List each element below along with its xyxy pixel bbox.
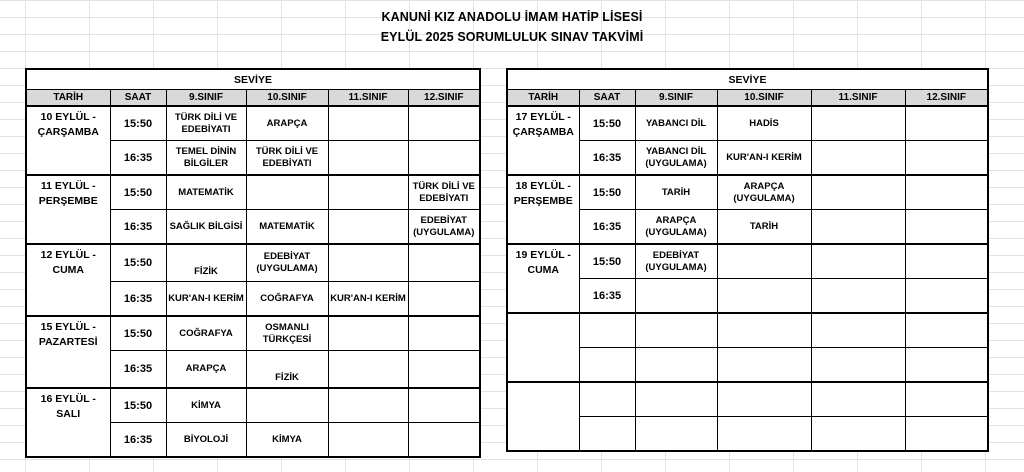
exam-cell-grade-10: [246, 351, 328, 389]
exam-cell-grade-11: [811, 210, 905, 245]
date-line: SALI: [56, 408, 81, 420]
exam-cell-grade-12: [408, 351, 480, 389]
exam-cell-grade-12: [905, 279, 988, 314]
exam-subject: TÜRK DİLİ VE: [174, 111, 238, 123]
time-cell: 15:50: [579, 175, 635, 210]
exam-subject: EDEBİYATI: [419, 192, 469, 204]
empty-cell: [635, 348, 717, 383]
exam-cell-grade-11: [328, 423, 408, 458]
exam-cell-grade-9: [166, 141, 246, 176]
column-header-tari-h: TARİH: [507, 90, 579, 107]
empty-cell: [507, 382, 579, 451]
exam-subject: SAĞLIK BİLGİSİ: [169, 220, 243, 232]
exam-subject: MATEMATİK: [178, 186, 234, 198]
exam-cell-grade-9: [166, 316, 246, 351]
exam-subject: COĞRAFYA: [179, 327, 233, 339]
exam-cell-grade-10: [246, 210, 328, 245]
empty-cell: [579, 382, 635, 417]
time-cell: 16:35: [110, 282, 166, 317]
exam-cell-grade-9: [166, 388, 246, 423]
empty-cell: [635, 313, 717, 348]
time-cell: 15:50: [110, 388, 166, 423]
exam-cell-grade-12: [408, 106, 480, 141]
exam-subject: EDEBİYAT: [420, 214, 467, 226]
empty-cell: [717, 313, 811, 348]
exam-cell-grade-9: [166, 244, 246, 282]
date-line: PERŞEMBE: [38, 195, 98, 207]
column-header-11-sinif: 11.SINIF: [811, 90, 905, 107]
exam-cell-grade-12: [408, 388, 480, 423]
exam-subject: FİZİK: [275, 372, 299, 383]
exam-subject: KUR'AN-I KERİM: [726, 151, 802, 163]
exam-cell-grade-11: [328, 244, 408, 282]
schedule-title: EYLÜL 2025 SORUMLULUK SINAV TAKVİMİ: [380, 30, 644, 44]
exam-cell-grade-10: [717, 210, 811, 245]
date-line: 16 EYLÜL -: [40, 393, 96, 405]
exam-cell-grade-12: [408, 316, 480, 351]
date-cell: [26, 388, 110, 457]
exam-cell-grade-9: [635, 175, 717, 210]
exam-cell-grade-11: [328, 316, 408, 351]
exam-cell-grade-12: [408, 141, 480, 176]
exam-cell-grade-11: [328, 141, 408, 176]
exam-cell-grade-11: [811, 279, 905, 314]
exam-cell-grade-9: [635, 279, 717, 314]
date-line: CUMA: [52, 264, 84, 276]
exam-cell-grade-10: [717, 141, 811, 176]
exam-subject: YABANCI DİL: [645, 117, 707, 129]
exam-subject: (UYGULAMA): [413, 226, 475, 238]
exam-cell-grade-9: [635, 106, 717, 141]
time-cell: 15:50: [579, 244, 635, 279]
time-cell: 16:35: [110, 210, 166, 245]
empty-cell: [717, 382, 811, 417]
exam-cell-grade-12: [408, 210, 480, 245]
exam-subject: ARAPÇA: [266, 117, 308, 129]
column-header-saat: SAAT: [110, 90, 166, 107]
exam-subject: KUR'AN-I KERİM: [330, 292, 406, 304]
column-header-11-sinif: 11.SINIF: [328, 90, 408, 107]
time-cell: 16:35: [110, 141, 166, 176]
date-line: 19 EYLÜL -: [515, 249, 571, 261]
exam-subject: HADİS: [749, 117, 779, 129]
date-line: PAZARTESİ: [38, 336, 98, 348]
date-cell: [26, 175, 110, 244]
exam-cell-grade-10: [246, 423, 328, 458]
time-cell: 16:35: [110, 423, 166, 458]
exam-cell-grade-11: [328, 282, 408, 317]
time-cell: 15:50: [110, 175, 166, 210]
exam-cell-grade-11: [328, 351, 408, 389]
time-cell: 15:50: [110, 244, 166, 282]
empty-cell: [579, 313, 635, 348]
date-line: 12 EYLÜL -: [40, 249, 96, 261]
exam-subject: TARİH: [749, 220, 779, 232]
column-header-tari-h: TARİH: [26, 90, 110, 107]
exam-subject: ARAPÇA: [743, 180, 785, 192]
empty-cell: [905, 313, 988, 348]
empty-cell: [579, 348, 635, 383]
exam-cell-grade-9: [635, 141, 717, 176]
exam-cell-grade-12: [905, 175, 988, 210]
exam-cell-grade-9: [166, 423, 246, 458]
time-cell: 16:35: [110, 351, 166, 389]
exam-cell-grade-12: [408, 282, 480, 317]
date-cell: [26, 316, 110, 388]
exam-subject: FİZİK: [194, 266, 218, 277]
exam-cell-grade-12: [905, 141, 988, 176]
exam-subject: BİLGİLER: [183, 157, 229, 169]
exam-cell-grade-9: [166, 106, 246, 141]
exam-cell-grade-10: [717, 175, 811, 210]
empty-cell: [717, 348, 811, 383]
exam-subject: TÜRK DİLİ VE: [412, 180, 475, 192]
empty-cell: [811, 382, 905, 417]
column-header-10-sinif: 10.SINIF: [246, 90, 328, 107]
date-line: 17 EYLÜL -: [515, 111, 571, 123]
date-line: 15 EYLÜL -: [40, 321, 96, 333]
exam-cell-grade-11: [328, 388, 408, 423]
empty-cell: [579, 417, 635, 452]
exam-subject: TÜRKÇESİ: [262, 333, 312, 345]
empty-cell: [905, 382, 988, 417]
exam-subject: TÜRK DİLİ VE: [255, 145, 319, 157]
date-cell: [26, 106, 110, 175]
empty-cell: [905, 417, 988, 452]
exam-cell-grade-10: [246, 141, 328, 176]
exam-cell-grade-10: [717, 244, 811, 279]
empty-cell: [811, 417, 905, 452]
column-header-9-sinif: 9.SINIF: [635, 90, 717, 107]
exam-subject: (UYGULAMA): [256, 263, 318, 274]
column-header-9-sinif: 9.SINIF: [166, 90, 246, 107]
exam-subject: ARAPÇA: [655, 214, 697, 226]
exam-cell-grade-12: [408, 175, 480, 210]
exam-cell-grade-11: [811, 175, 905, 210]
time-cell: 16:35: [579, 210, 635, 245]
exam-cell-grade-11: [328, 175, 408, 210]
exam-cell-grade-9: [166, 175, 246, 210]
exam-subject: ARAPÇA: [185, 363, 227, 374]
exam-subject: EDEBİYATI: [181, 123, 231, 135]
exam-cell-grade-10: [246, 316, 328, 351]
school-title: KANUNİ KIZ ANADOLU İMAM HATİP LİSESİ: [381, 10, 643, 24]
date-line: 10 EYLÜL -: [40, 111, 96, 123]
exam-cell-grade-11: [811, 244, 905, 279]
time-cell: 16:35: [579, 279, 635, 314]
exam-cell-grade-11: [811, 141, 905, 176]
date-line: 18 EYLÜL -: [515, 180, 571, 192]
date-cell: [507, 244, 579, 313]
exam-subject: BİYOLOJİ: [183, 433, 229, 445]
exam-subject: EDEBİYAT: [652, 249, 700, 261]
exam-cell-grade-12: [905, 106, 988, 141]
exam-subject: EDEBİYATI: [262, 157, 312, 169]
column-header-10-sinif: 10.SINIF: [717, 90, 811, 107]
exam-subject: (UYGULAMA): [733, 192, 795, 204]
date-line: CUMA: [527, 264, 559, 276]
exam-subject: (UYGULAMA): [645, 226, 707, 238]
right-schedule-table: [506, 68, 989, 452]
empty-cell: [635, 417, 717, 452]
exam-cell-grade-10: [246, 388, 328, 423]
seviye-header: SEVİYE: [26, 69, 480, 90]
exam-cell-grade-11: [328, 210, 408, 245]
column-header-saat: SAAT: [579, 90, 635, 107]
exam-cell-grade-10: [717, 106, 811, 141]
seviye-header: SEVİYE: [507, 69, 988, 90]
exam-cell-grade-10: [246, 106, 328, 141]
left-schedule-table: [25, 68, 481, 458]
time-cell: 15:50: [110, 316, 166, 351]
empty-cell: [717, 417, 811, 452]
exam-cell-grade-9: [166, 210, 246, 245]
exam-subject: YABANCI DİL: [645, 145, 707, 157]
date-cell: [507, 106, 579, 175]
exam-cell-grade-10: [717, 279, 811, 314]
exam-cell-grade-10: [246, 244, 328, 282]
date-line: ÇARŞAMBA: [37, 126, 99, 138]
exam-cell-grade-10: [246, 175, 328, 210]
exam-subject: TEMEL DİNİN: [175, 145, 237, 157]
exam-subject: (UYGULAMA): [645, 261, 707, 273]
date-line: 11 EYLÜL -: [40, 180, 96, 192]
time-cell: 15:50: [110, 106, 166, 141]
empty-cell: [905, 348, 988, 383]
date-cell: [507, 175, 579, 244]
exam-cell-grade-12: [408, 423, 480, 458]
exam-subject: TARİH: [661, 186, 691, 198]
exam-cell-grade-12: [408, 244, 480, 282]
exam-cell-grade-10: [246, 282, 328, 317]
exam-cell-grade-9: [166, 351, 246, 389]
column-header-12-sinif: 12.SINIF: [408, 90, 480, 107]
empty-cell: [635, 382, 717, 417]
exam-cell-grade-11: [328, 106, 408, 141]
empty-cell: [811, 313, 905, 348]
exam-subject: (UYGULAMA): [645, 157, 707, 169]
exam-cell-grade-12: [905, 244, 988, 279]
time-cell: 16:35: [579, 141, 635, 176]
exam-cell-grade-12: [905, 210, 988, 245]
exam-subject: MATEMATİK: [259, 220, 315, 232]
exam-subject: EDEBİYAT: [263, 251, 311, 262]
exam-cell-grade-9: [166, 282, 246, 317]
exam-subject: KİMYA: [191, 399, 221, 411]
date-line: PERŞEMBE: [513, 195, 573, 207]
column-header-12-sinif: 12.SINIF: [905, 90, 988, 107]
exam-subject: COĞRAFYA: [260, 292, 314, 304]
exam-cell-grade-9: [635, 244, 717, 279]
empty-cell: [811, 348, 905, 383]
time-cell: 15:50: [579, 106, 635, 141]
date-cell: [26, 244, 110, 316]
empty-cell: [507, 313, 579, 382]
exam-subject: KUR'AN-I KERİM: [168, 292, 244, 304]
date-line: ÇARŞAMBA: [512, 126, 574, 138]
exam-cell-grade-11: [811, 106, 905, 141]
exam-cell-grade-9: [635, 210, 717, 245]
exam-subject: KİMYA: [272, 433, 302, 445]
exam-subject: OSMANLI: [265, 321, 309, 333]
